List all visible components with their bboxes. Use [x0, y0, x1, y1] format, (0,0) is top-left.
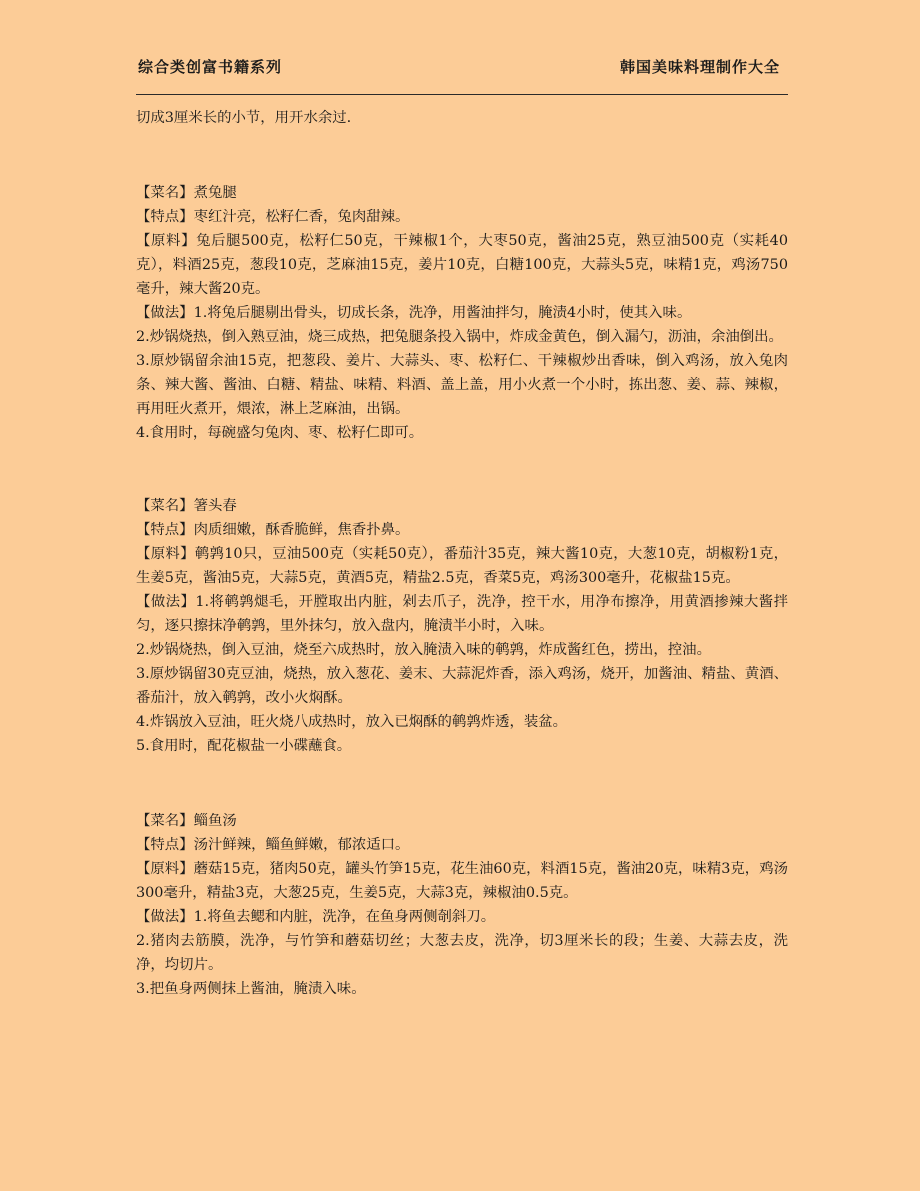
section-gap [136, 445, 788, 494]
intro-paragraph: 切成3厘米长的小节，用开水余过. [136, 110, 352, 126]
recipe-step: 【做法】1.将鱼去鳃和内脏，洗净，在鱼身两侧剞斜刀。 [136, 909, 496, 925]
document-body [136, 106, 788, 1001]
recipe-features: 【特点】枣红汁亮，松籽仁香，兔肉甜辣。 [136, 209, 410, 225]
recipe-step: 3.原炒锅留余油15克，把葱段、姜片、大蒜头、枣、松籽仁、干辣椒炒出香味，倒入鸡汤，放入兔肉条、辣大酱、酱油、白糖、精盐、味精、料酒、盖上盖，用小火煮一个小时，拣出葱、姜、蒜、辣椒，再用旺火煮开，煨浓，淋上芝麻油，出锅。 [136, 353, 788, 417]
section-gap [136, 130, 788, 181]
recipe-step: 2.炒锅烧热，倒入豆油，烧至六成热时，放入腌渍入味的鹌鹑，炸成酱红色，捞出，控油。 [136, 642, 711, 658]
recipe-step: 4.炸锅放入豆油，旺火烧八成热时，放入已焖酥的鹌鹑炸透，装盆。 [136, 714, 568, 730]
page-header [136, 56, 788, 80]
recipe-step: 【做法】1.将鹌鹑煺毛，开膛取出内脏，剁去爪子，洗净，控干水，用净布擦净，用黄酒掺辣大酱拌匀，逐只擦抹净鹌鹑，里外抹匀，放入盘内，腌渍半小时，入味。 [136, 594, 788, 634]
recipe-step: 4.食用时，每碗盛匀兔肉、枣、松籽仁即可。 [136, 425, 424, 441]
recipe-name: 【菜名】煮兔腿 [136, 185, 237, 201]
recipe-ingredients: 【原料】兔后腿500克，松籽仁50克，干辣椒1个，大枣50克，酱油25克，熟豆油500克（实耗40克），料酒25克，葱段10克，芝麻油15克，姜片10克，白糖100克，大蒜头5克，味精1克，鸡汤750毫升，辣大酱20克。 [136, 233, 788, 297]
recipe-step: 2.猪肉去筋膜，洗净，与竹笋和蘑菇切丝；大葱去皮，洗净，切3厘米长的段；生姜、大蒜去皮，洗净，均切片。 [136, 933, 788, 973]
recipe-step: 3.把鱼身两侧抹上酱油，腌渍入味。 [136, 981, 366, 997]
book-title: 韩国美味料理制作大全 [619, 58, 780, 76]
recipe-name: 【菜名】鲻鱼汤 [136, 813, 237, 829]
recipe-mullet-soup [136, 809, 788, 1001]
section-gap [136, 758, 788, 809]
series-title: 综合类创富书籍系列 [138, 58, 283, 76]
recipe-rabbit-legs [136, 181, 788, 445]
recipe-step: 2.炒锅烧热，倒入熟豆油，烧三成热，把兔腿条投入锅中，炸成金黄色，倒入漏勺，沥油，余油倒出。 [136, 329, 783, 345]
recipe-step: 5.食用时，配花椒盐一小碟蘸食。 [136, 738, 352, 754]
recipe-step: 3.原炒锅留30克豆油，烧热，放入葱花、姜末、大蒜泥炸香，添入鸡汤，烧开，加酱油、精盐、黄酒、番茄汁，放入鹌鹑，改小火焖酥。 [136, 666, 788, 706]
recipe-features: 【特点】汤汁鲜辣，鲻鱼鲜嫩，郁浓适口。 [136, 837, 410, 853]
recipe-step: 【做法】1.将兔后腿剔出骨头，切成长条，洗净，用酱油拌匀，腌渍4小时，使其入味。 [136, 305, 692, 321]
recipe-name: 【菜名】箸头春 [136, 498, 237, 514]
recipe-ingredients: 【原料】鹌鹑10只，豆油500克（实耗50克），番茄汁35克，辣大酱10克，大葱10克，胡椒粉1克，生姜5克，酱油5克，大蒜5克，黄酒5克，精盐2.5克，香菜5克，鸡汤300毫升，花椒盐15克。 [136, 546, 788, 586]
recipe-quail [136, 494, 788, 758]
recipe-ingredients: 【原料】蘑菇15克，猪肉50克，罐头竹笋15克，花生油60克，料酒15克，酱油20克，味精3克，鸡汤300毫升，精盐3克，大葱25克，生姜5克，大蒜3克，辣椒油0.5克。 [136, 861, 788, 901]
header-rule [136, 94, 788, 95]
recipe-features: 【特点】肉质细嫩，酥香脆鲜，焦香扑鼻。 [136, 522, 410, 538]
